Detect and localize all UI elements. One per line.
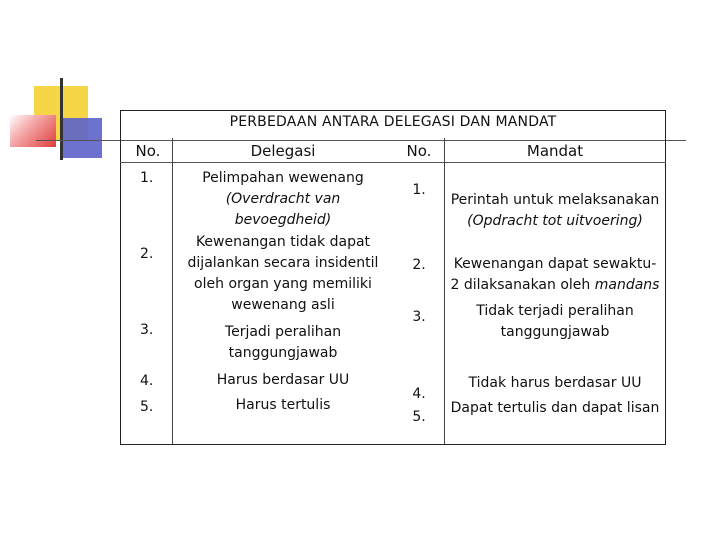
column-divider-1 <box>172 138 173 444</box>
header-divider <box>120 162 666 163</box>
decor-vertical-line <box>60 78 63 160</box>
header-no-delegasi: No. <box>135 142 161 160</box>
mandat-number: 5. <box>412 409 426 425</box>
delegasi-number: 4. <box>140 373 154 389</box>
delegasi-item: Harus berdasar UU <box>216 372 350 388</box>
mandat-number: 4. <box>412 386 426 402</box>
header-mandat: Mandat <box>526 142 584 160</box>
delegasi-item: Pelimpahan wewenang (Overdracht van bevoegdheid) <box>202 170 364 228</box>
delegasi-item: Harus tertulis <box>235 397 331 413</box>
table-title: PERBEDAAN ANTARA DELEGASI DAN MANDAT <box>229 114 557 130</box>
mandat-item: Tidak terjadi peralihan tanggungjawab <box>476 303 634 340</box>
mandat-number: 2. <box>412 257 426 273</box>
delegasi-item: Kewenangan tidak dapat dijalankan secara insidentil oleh organ yang memiliki wewenang asli <box>187 234 379 313</box>
mandat-item: Kewenangan dapat sewaktu-2 dilaksanakan oleh mandans <box>450 256 660 293</box>
decor-blue-square <box>62 118 102 158</box>
mandat-item: Perintah untuk melaksanakan (Opdracht tot uitvoering) <box>450 192 660 229</box>
decor-red-square <box>10 115 56 147</box>
delegasi-number: 3. <box>140 322 154 338</box>
mandat-item: Tidak harus berdasar UU <box>468 375 642 391</box>
mandat-number: 3. <box>412 309 426 325</box>
mandat-number: 1. <box>412 182 426 198</box>
delegasi-number: 1. <box>140 170 154 186</box>
column-divider-3 <box>444 138 445 444</box>
header-delegasi: Delegasi <box>250 142 316 160</box>
delegasi-number: 2. <box>140 246 154 262</box>
delegasi-item: Terjadi peralihan tanggungjawab <box>224 324 342 361</box>
header-no-mandat: No. <box>406 142 432 160</box>
delegasi-number: 5. <box>140 399 154 415</box>
mandat-item: Dapat tertulis dan dapat lisan <box>450 400 660 416</box>
